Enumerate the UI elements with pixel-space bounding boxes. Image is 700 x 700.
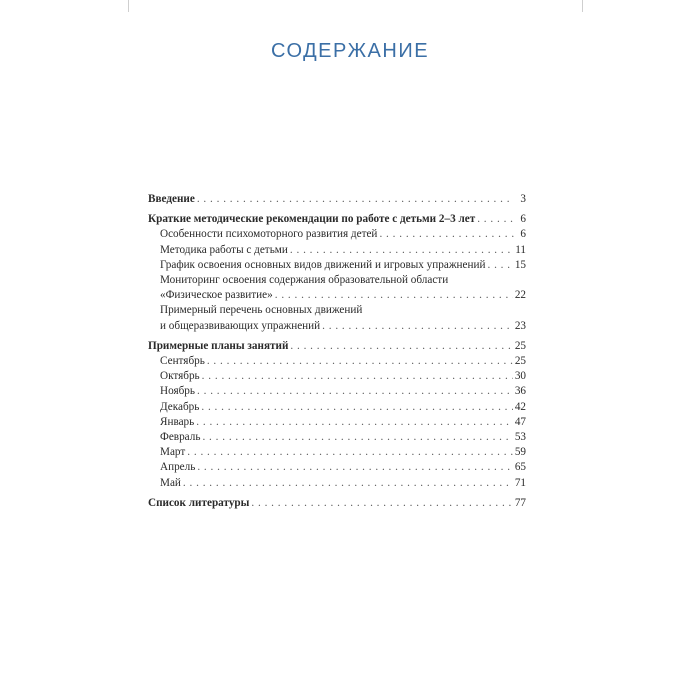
toc-month-entry[interactable] — [148, 460, 526, 475]
toc-entry-label: Апрель — [160, 461, 196, 474]
toc-entry-label: Январь — [160, 415, 195, 428]
toc-page-number: 25 — [514, 355, 526, 368]
toc-entry-label: Список литературы — [148, 496, 250, 509]
toc-entry-label: и общеразвивающих упражнений — [160, 319, 321, 332]
toc-page-number: 36 — [514, 385, 526, 398]
toc-page-number: 11 — [515, 243, 526, 256]
toc-entry-label: Особенности психомоторного развития детей — [160, 228, 378, 241]
toc-page-number: 22 — [514, 289, 526, 302]
toc-page-number: 71 — [514, 476, 526, 489]
toc-entry-label: Ноябрь — [160, 385, 195, 398]
dot-leader — [487, 258, 512, 273]
toc-entry-recommendations[interactable] — [148, 212, 526, 227]
dot-leader — [196, 415, 513, 430]
toc-subentry-line[interactable]: Примерный перечень основных движений — [160, 304, 363, 317]
dot-leader — [290, 339, 512, 354]
dot-leader — [201, 400, 512, 415]
toc-page-number: 25 — [514, 339, 526, 352]
toc-page-number: 59 — [514, 446, 526, 459]
dot-leader — [275, 288, 513, 303]
toc-page-number: 23 — [514, 319, 526, 332]
toc-entry-label: Декабрь — [160, 400, 200, 413]
toc-subentry[interactable] — [148, 319, 526, 334]
toc-month-entry[interactable] — [148, 476, 526, 491]
dot-leader — [251, 496, 512, 511]
dot-leader — [202, 430, 512, 445]
dot-leader — [202, 369, 513, 384]
dot-leader — [290, 243, 513, 258]
dot-leader — [183, 476, 513, 491]
toc-entry-label: Примерные планы занятий — [148, 339, 289, 352]
toc-page-number: 6 — [520, 228, 526, 241]
toc-entry-label: «Физическое развитие» — [160, 289, 273, 302]
toc-subentry[interactable] — [148, 288, 526, 303]
toc-entry-label: Краткие методические рекомендации по работе с детьми 2–3 лет — [148, 213, 476, 226]
page-edge-right — [582, 0, 583, 12]
toc-month-entry[interactable] — [148, 384, 526, 399]
toc-month-entry[interactable] — [148, 400, 526, 415]
toc-entry-label: Введение — [148, 193, 195, 205]
toc-entry-intro[interactable] — [148, 192, 526, 207]
dot-leader — [477, 212, 514, 227]
toc-page-number: 3 — [520, 193, 526, 205]
toc-subentry-line[interactable]: Мониторинг освоения содержания образовательной области — [160, 274, 449, 287]
dot-leader — [197, 192, 514, 207]
toc-page-number: 42 — [514, 400, 526, 413]
dot-leader — [197, 460, 513, 475]
toc-subentry[interactable] — [148, 243, 526, 258]
toc-entry-plans[interactable] — [148, 339, 526, 354]
toc-entry-label: Методика работы с детьми — [160, 243, 288, 256]
toc-page-number: 53 — [514, 431, 526, 444]
dot-leader — [322, 319, 513, 334]
dot-leader — [207, 354, 513, 369]
toc-entry-literature[interactable] — [148, 496, 526, 511]
toc-entry-label: График освоения основных видов движений и игровых упражнений — [160, 258, 486, 271]
toc-page-number: 47 — [514, 415, 526, 428]
toc-entry-label: Октябрь — [160, 370, 200, 383]
toc-entry-label: Февраль — [160, 431, 201, 444]
toc-page-number: 30 — [514, 370, 526, 383]
toc-entry-label: Май — [160, 476, 181, 489]
toc-entry-label: Март — [160, 446, 186, 459]
toc-page-number: 6 — [520, 213, 526, 226]
toc-subentry[interactable] — [148, 227, 526, 242]
dot-leader — [187, 445, 513, 460]
dot-leader — [197, 384, 513, 399]
toc-month-entry[interactable] — [148, 430, 526, 445]
toc-month-entry[interactable] — [148, 354, 526, 369]
page-edge-left — [128, 0, 129, 12]
page-title: СОДЕРЖАНИЕ — [270, 40, 430, 62]
toc-page-number: 15 — [514, 258, 526, 271]
toc-month-entry[interactable] — [148, 369, 526, 384]
table-of-contents — [148, 192, 526, 511]
toc-month-entry[interactable] — [148, 445, 526, 460]
toc-page-number: 65 — [514, 461, 526, 474]
toc-page-number: 77 — [514, 496, 526, 509]
dot-leader — [379, 227, 514, 242]
toc-month-entry[interactable] — [148, 415, 526, 430]
toc-subentry[interactable] — [148, 258, 526, 273]
toc-entry-label: Сентябрь — [160, 355, 205, 368]
